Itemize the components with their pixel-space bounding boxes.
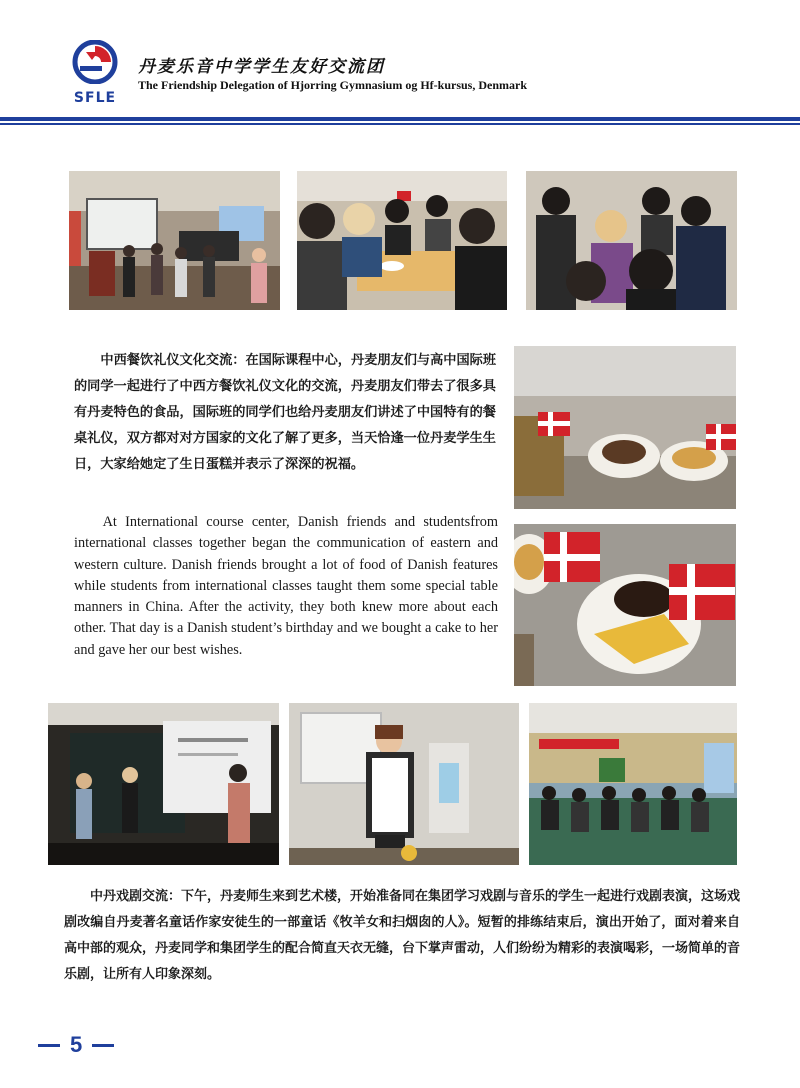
photo-drama-rehearsal [48, 703, 279, 865]
header-rule [0, 117, 800, 121]
page-number-left-bar [38, 1044, 60, 1047]
header-title-cn: 丹麦乐音中学学生友好交流团 [138, 57, 385, 77]
photo-classroom-presentation [69, 171, 280, 310]
logo-text: SFLE [73, 90, 117, 106]
sfle-logo-icon [72, 40, 118, 84]
header-rule-thin [0, 123, 800, 125]
page-number-right-bar [92, 1044, 114, 1047]
photo-students-table-1 [297, 171, 507, 310]
paragraph-drama-exchange-cn: 中丹戏剧交流：下午，丹麦师生来到艺术楼，开始准备同在集团学习戏剧与音乐的学生一起进行戏剧表演，这场戏剧改编自丹麦著名童话作家安徒生的一部童话《牧羊女和扫烟囱的人》。短暂的排练结束后，演出开始了，面对着来自高中部的观众，丹麦同学和集团学生的配合简直天衣无缝，台下掌声雷动，人们纷纷为精彩的表演喝彩，一场简单的音乐剧，让所有人印象深刻。 [64, 889, 741, 982]
photo-danish-food-flags [514, 346, 736, 509]
page-number [38, 1030, 114, 1060]
page-number-value: 5 [70, 1032, 83, 1057]
photo-drama-performer [289, 703, 519, 865]
photo-birthday-cake [514, 524, 736, 686]
photo-drama-audience [529, 703, 737, 865]
sfle-logo [64, 40, 126, 106]
photo-students-table-2 [526, 171, 737, 310]
paragraph-dining-culture-cn: 中西餐饮礼仪文化交流：在国际课程中心，丹麦朋友们与高中国际班的同学一起进行了中西方餐饮礼仪文化的交流，丹麦朋友们带去了很多具有丹麦特色的食品，国际班的同学们也给丹麦朋友们讲述了中国特有的餐桌礼仪，双方都对对方国家的文化了解了更多，当天恰逢一位丹麦学生生日，大家给她定了生日蛋糕并表示了深深的祝福。 [74, 353, 497, 472]
paragraph-dining-culture-en: At International course center, Danish friends and studentsfrom international classes together began the communication of eastern and western culture. Danish friends brought a lot of food of Danish features while students from international classes taught them some special table manners in China. After the activity, they both knew more about each other. That day is a Danish student’s birthday and we bought a cake to her and gave her our best wishes. [74, 514, 498, 658]
header-title-en: The Friendship Delegation of Hjorring Gymnasium og Hf-kursus, Denmark [138, 78, 528, 92]
